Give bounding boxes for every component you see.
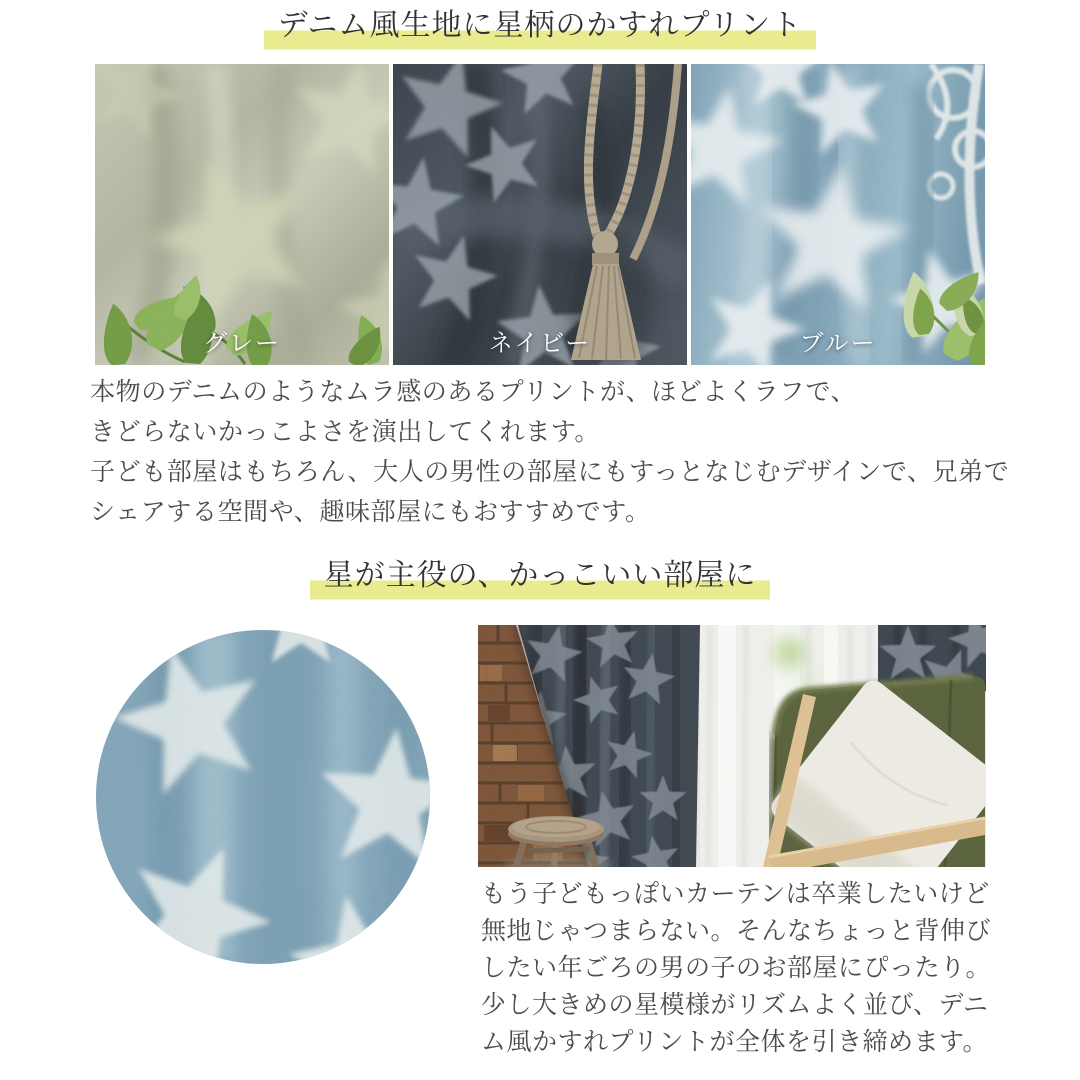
text-line: 本物のデニムのようなムラ感のあるプリントが、ほどよくラフで、 (90, 378, 857, 406)
room-photo (478, 625, 986, 867)
text-line: 少し大きめの星模様がリズムよく並び、デニ (481, 991, 989, 1019)
fabric-photo-blue (691, 64, 985, 365)
swatch-label-blue: ブルー (799, 330, 877, 357)
text-line: したい年ごろの男の子のお部屋にぴったり。 (481, 954, 992, 982)
fabric-section-heading (0, 6, 1080, 51)
fabric-closeup-circle (96, 630, 430, 964)
room-scene-image (478, 625, 986, 867)
text-line: シェアする空間や、趣味部屋にもおすすめです。 (90, 498, 651, 526)
fabric-swatch-row (95, 64, 985, 365)
text-line: もう子どもっぽいカーテンは卒業したいけど (481, 880, 990, 908)
fabric-description (90, 372, 1010, 532)
navy-fabric-image (393, 64, 687, 365)
text-line: きどらないかっこよさを演出してくれます。 (90, 418, 601, 446)
blue-fabric-closeup-image (96, 630, 430, 964)
room-section-heading (0, 556, 1080, 601)
text-line: ム風かすれプリントが全体を引き締めます。 (481, 1028, 989, 1056)
text-line: 無地じゃつまらない。そんなちょっと背伸び (481, 917, 992, 945)
text-line: 子ども部屋はもちろん、大人の男性の部屋にもすっとなじむデザインで、兄弟で (90, 458, 1010, 486)
fabric-photo-navy (393, 64, 687, 365)
highlighted-heading-text: デニム風生地に星柄のかすれプリント (264, 6, 817, 51)
blue-fabric-image (691, 64, 985, 365)
fabric-photo-gray (95, 64, 389, 365)
swatch-label-navy: ネイビー (488, 330, 592, 357)
room-description (481, 876, 996, 1061)
highlighted-heading-text: 星が主役の、かっこいい部屋に (310, 556, 771, 601)
gray-fabric-image (95, 64, 389, 365)
swatch-label-gray: グレー (203, 330, 281, 357)
